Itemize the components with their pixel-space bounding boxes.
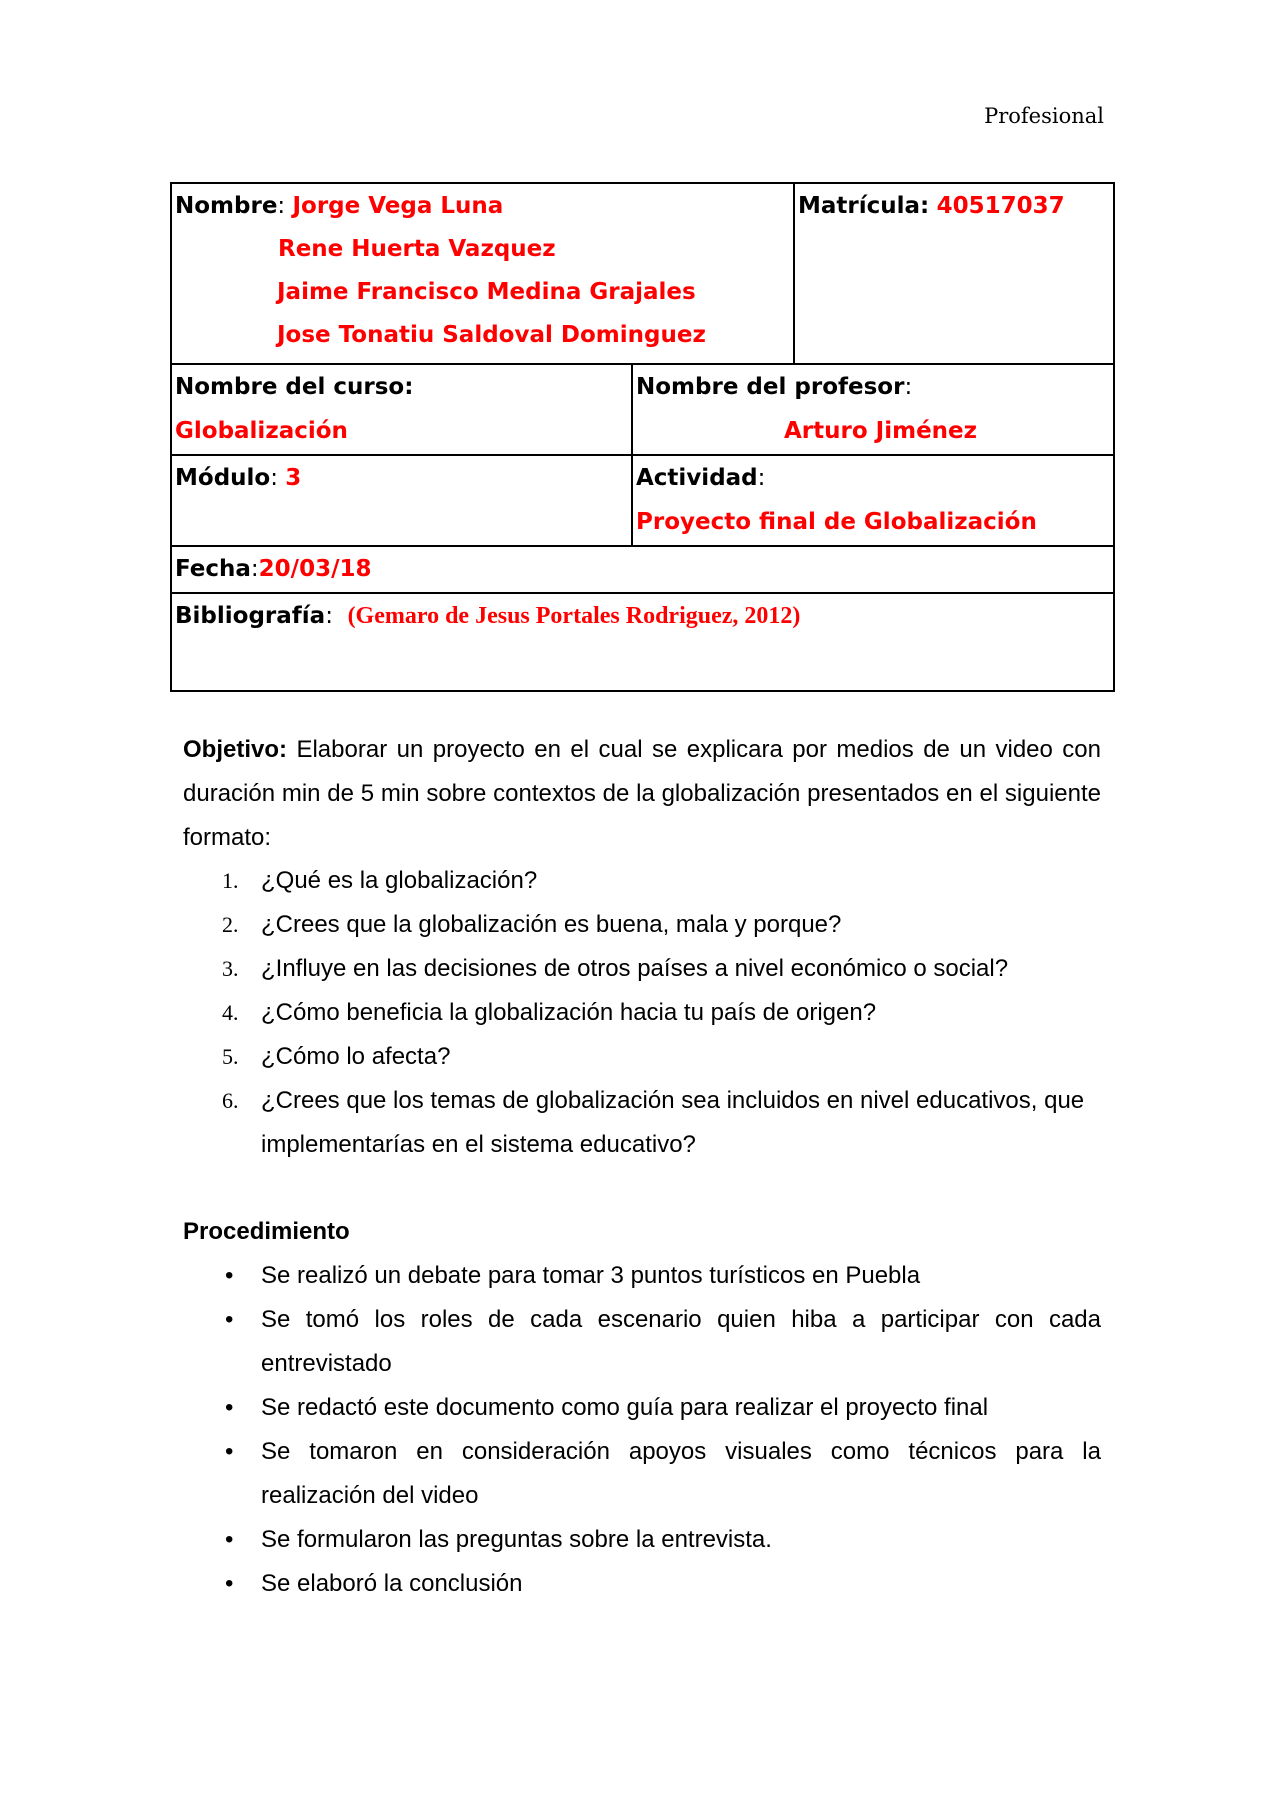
profesor-label: Nombre del profesor — [636, 374, 905, 400]
profesor-cell: Nombre del profesor: Arturo Jiménez — [636, 374, 978, 444]
list-number: 5. — [222, 1044, 239, 1069]
list-item — [183, 991, 1101, 1035]
procedure-text: Se tomó los roles de cada escenario quien hiba a participar con cada entrevistado — [261, 1306, 1101, 1377]
list-item — [183, 859, 1101, 903]
procedimiento-list — [183, 1254, 1101, 1606]
bullet: • — [225, 1394, 234, 1421]
list-item — [183, 1298, 1101, 1386]
list-number: 4. — [222, 1000, 239, 1025]
bullet: • — [225, 1262, 234, 1289]
nombre-label: Nombre — [175, 193, 278, 219]
question-text: ¿Cómo lo afecta? — [261, 1043, 451, 1070]
objetivo-paragraph — [183, 728, 1101, 860]
modulo-value: 3 — [285, 465, 302, 491]
question-text: ¿Crees que la globalización es buena, mala y porque? — [261, 911, 842, 938]
procedimiento-title: Procedimiento — [183, 1218, 350, 1245]
list-number: 3. — [222, 956, 239, 981]
procedure-text: Se elaboró la conclusión — [261, 1570, 523, 1597]
question-text: ¿Influye en las decisiones de otros países a nivel económico o social? — [261, 955, 1009, 982]
info-table — [170, 182, 1115, 692]
list-item — [183, 1386, 1101, 1430]
objetivo-label: Objetivo: — [183, 736, 288, 763]
list-item — [183, 1430, 1101, 1518]
procedure-text: Se tomaron en consideración apoyos visuales como técnicos para la realización del video — [261, 1438, 1101, 1509]
actividad-label: Actividad — [636, 465, 758, 491]
table-divider — [793, 184, 795, 363]
fecha-label: Fecha — [175, 556, 251, 582]
list-item — [183, 903, 1101, 947]
nombre-value: Jorge Vega Luna — [292, 193, 504, 219]
fecha-cell: Fecha:20/03/18 — [175, 556, 372, 582]
curso-value: Globalización — [175, 418, 348, 444]
nombre-value: Jaime Francisco Medina Grajales — [277, 279, 696, 305]
procedure-text: Se redactó este documento como guía para realizar el proyecto final — [261, 1394, 989, 1421]
curso-label: Nombre del curso: — [175, 374, 414, 400]
question-text: ¿Crees que los temas de globalización sea incluidos en nivel educativos, que implementarías en el sistema educativo? — [261, 1087, 1085, 1158]
questions-list — [183, 859, 1101, 1167]
table-divider — [631, 363, 633, 545]
modulo-label: Módulo — [175, 465, 271, 491]
question-text: ¿Cómo beneficia la globalización hacia tu país de origen? — [261, 999, 877, 1026]
bibliografia-value: (Gemaro de Jesus Portales Rodriguez, 2012) — [347, 603, 801, 629]
profesor-value: Arturo Jiménez — [784, 418, 978, 444]
list-item — [183, 947, 1101, 991]
matricula-value: 40517037 — [936, 193, 1065, 219]
bibliografia-cell: Bibliografía: (Gemaro de Jesus Portales Rodriguez, 2012) — [175, 603, 801, 629]
list-item — [183, 1079, 1101, 1167]
list-item — [183, 1035, 1101, 1079]
nombre-cell: Nombre: Jorge Vega Luna Rene Huerta Vazquez Jaime Francisco Medina Grajales Jose Tonatiu Saldoval Dominguez — [175, 193, 706, 348]
header-profesional: Profesional — [984, 104, 1104, 128]
nombre-value: Rene Huerta Vazquez — [278, 236, 556, 262]
bibliografia-label: Bibliografía — [175, 603, 326, 629]
list-number: 1. — [222, 868, 239, 893]
nombre-value: Jose Tonatiu Saldoval Dominguez — [277, 322, 706, 348]
list-item — [183, 1518, 1101, 1562]
bullet: • — [225, 1526, 234, 1553]
question-text: ¿Qué es la globalización? — [261, 867, 538, 894]
objetivo-text: Elaborar un proyecto en el cual se explicara por medios de un video con duración min de 5 min sobre contextos de la globalización presentados en el siguiente formato: — [183, 736, 1101, 851]
matricula-label: Matrícula: — [798, 193, 930, 219]
list-number: 6. — [222, 1088, 239, 1113]
list-item — [183, 1254, 1101, 1298]
modulo-cell: Módulo: 3 — [175, 465, 302, 491]
matricula-cell — [798, 184, 1113, 363]
list-item — [183, 1562, 1101, 1606]
bullet: • — [225, 1438, 234, 1465]
list-number: 2. — [222, 912, 239, 937]
curso-cell — [175, 365, 630, 454]
procedure-text: Se formularon las preguntas sobre la entrevista. — [261, 1526, 772, 1553]
actividad-cell: Actividad: Proyecto final de Globalización — [636, 456, 1113, 545]
fecha-value: 20/03/18 — [258, 556, 372, 582]
procedure-text: Se realizó un debate para tomar 3 puntos turísticos en Puebla — [261, 1262, 921, 1289]
actividad-value: Proyecto final de Globalización — [636, 509, 1037, 535]
bullet: • — [225, 1306, 234, 1333]
bullet: • — [225, 1570, 234, 1597]
